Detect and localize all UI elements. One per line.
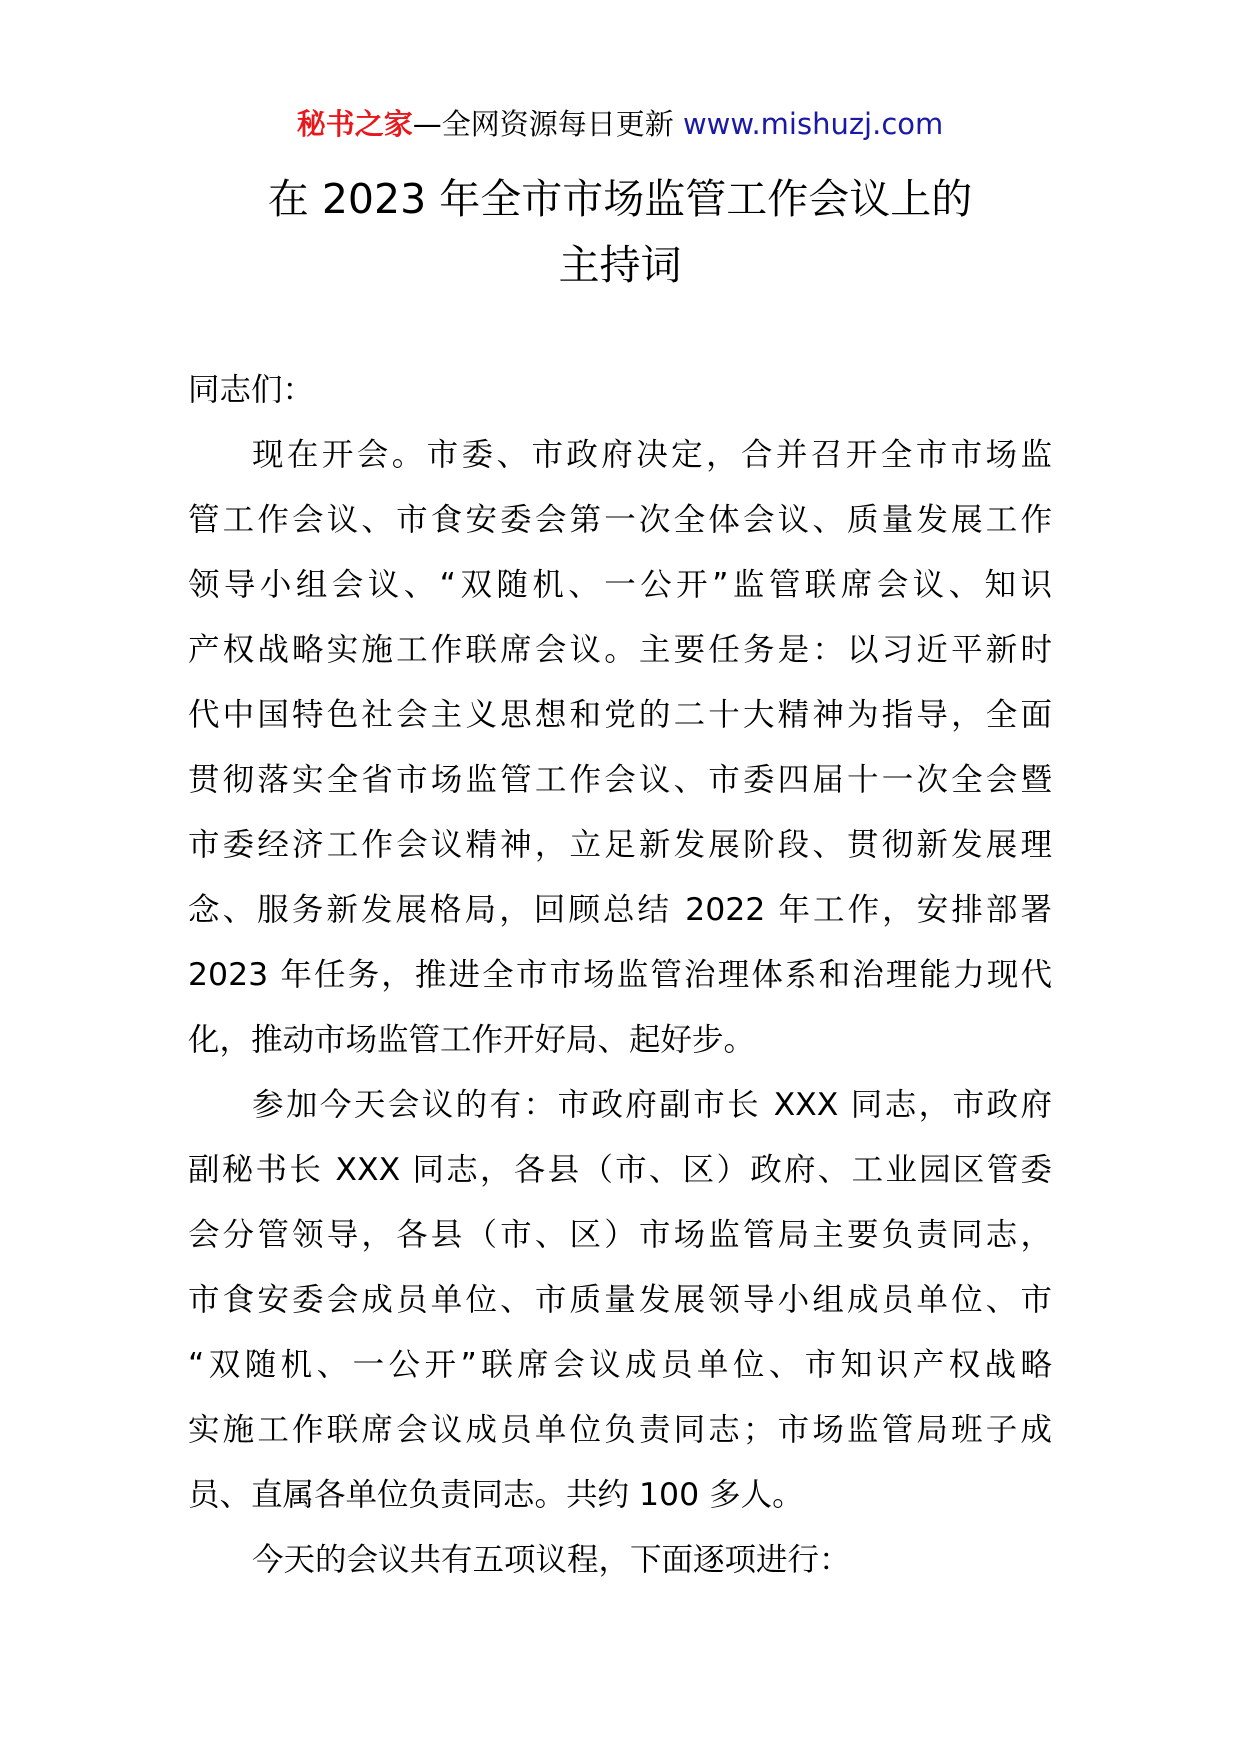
paragraph-line: 贯彻落实全省市场监管工作会议、市委四届十一次全会暨 <box>188 762 1052 798</box>
paragraph-opening <box>188 423 1052 1073</box>
paragraph-line: 念、服务新发展格局，回顾总结 2022 年工作，安排部署 <box>188 892 1052 928</box>
paragraph-line: 化，推动市场监管工作开好局、起好步。 <box>188 1022 756 1058</box>
title-line-2: 主持词 <box>558 241 682 289</box>
paragraph-line: 会分管领导，各县（市、区）市场监管局主要负责同志， <box>188 1217 1052 1253</box>
paragraph-line: 今天的会议共有五项议程，下面逐项进行： <box>252 1542 851 1578</box>
paragraph-line: 2023 年任务，推进全市市场监管治理体系和治理能力现代 <box>188 957 1052 993</box>
paragraph-line: 现在开会。市委、市政府决定，合并召开全市市场监 <box>252 437 1052 473</box>
paragraph-line: 市食安委会成员单位、市质量发展领导小组成员单位、市 <box>188 1282 1052 1318</box>
paragraph-line: 参加今天会议的有：市政府副市长 XXX 同志，市政府 <box>252 1087 1052 1123</box>
paragraph-attendees <box>188 1073 1052 1528</box>
header-tagline: —全网资源每日更新 <box>412 107 683 141</box>
paragraph-line: 管工作会议、市食安委会第一次全体会议、质量发展工作 <box>188 502 1052 538</box>
paragraph-line: 领导小组会议、“双随机、一公开”监管联席会议、知识 <box>188 567 1052 603</box>
salutation: 同志们： <box>188 372 315 408</box>
paragraph-line: 副秘书长 XXX 同志，各县（市、区）政府、工业园区管委 <box>188 1152 1052 1188</box>
paragraph-line: 实施工作联席会议成员单位负责同志；市场监管局班子成 <box>188 1412 1052 1448</box>
header-url[interactable]: www.mishuzj.com <box>682 107 944 141</box>
document-body <box>188 358 1052 1593</box>
paragraph-line: “双随机、一公开”联席会议成员单位、市知识产权战略 <box>188 1347 1052 1383</box>
paragraph-line: 市委经济工作会议精神，立足新发展阶段、贯彻新发展理 <box>188 827 1052 863</box>
document-title <box>0 166 1240 298</box>
paragraph-line: 员、直属各单位负责同志。共约 100 多人。 <box>188 1477 804 1513</box>
paragraph-line: 产权战略实施工作联席会议。主要任务是：以习近平新时 <box>188 632 1052 668</box>
paragraph-line: 代中国特色社会主义思想和党的二十大精神为指导，全面 <box>188 697 1052 733</box>
site-header <box>0 104 1240 144</box>
brand-name: 秘书之家 <box>296 107 413 141</box>
paragraph-agenda <box>188 1528 1052 1593</box>
title-line-1: 在 2023 年全市市场监管工作会议上的 <box>267 175 973 223</box>
